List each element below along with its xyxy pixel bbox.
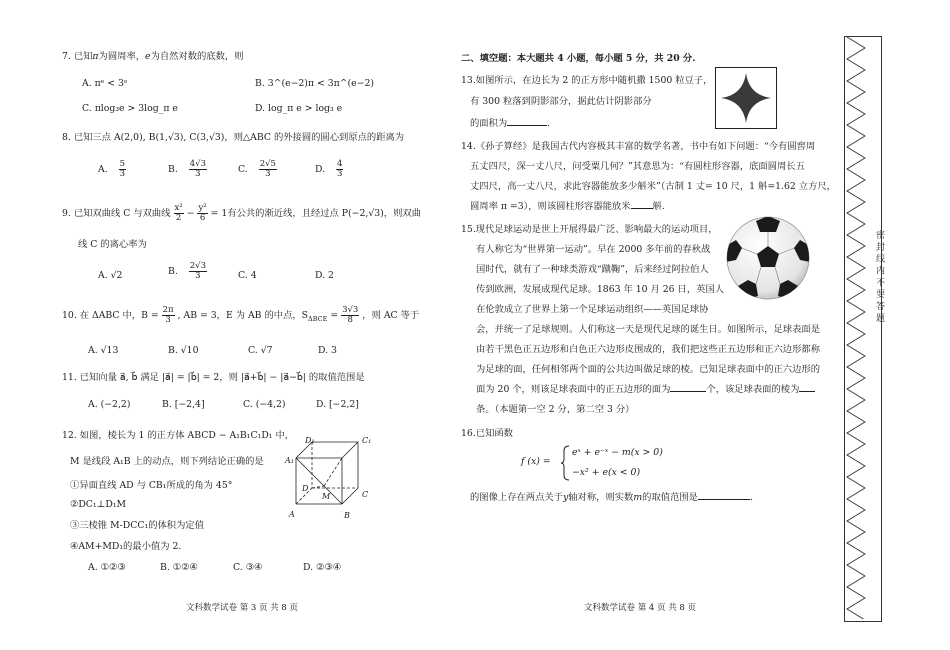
q11-option-c: C. (−4,2) xyxy=(243,399,286,410)
q10-option-d: D. 3 xyxy=(318,345,337,356)
q7-option-a: A. πᵉ < 3ᵉ xyxy=(82,78,128,89)
q11-stem: 11. 已知向量 a⃗, b⃗ 满足 |a⃗| = |b⃗| = 2，则 |a⃗+b⃗| − |a⃗−b⃗| 的取值范围是 xyxy=(62,372,365,383)
q8-option-c: C. $\frac{2√5}{3}$ xyxy=(238,159,276,179)
left-footer: 文科数学试卷 第 3 页 共 8 页 xyxy=(186,603,299,613)
cube-label-a: A xyxy=(289,510,295,519)
cube-label-m: M xyxy=(322,492,331,501)
q10-stem: 10. 在 ΔABC 中，B = $\frac{2\pi}{3}$ , AB = 3，E 为 AB 的中点，$S_{\Delta BCE}$ = $\frac{3√3}{8}$ ，则 AC 等于 xyxy=(62,305,420,325)
q16-fx-label: f (x) = xyxy=(521,456,551,467)
q8-option-b: B. $\frac{4√3}{3}$ xyxy=(168,159,206,179)
q13-square-figure xyxy=(715,67,777,129)
q12-stem: 12. 如图，棱长为 1 的正方体 ABCD − A₁B₁C₁D₁ 中， xyxy=(62,430,295,441)
soccer-ball-figure xyxy=(724,214,812,302)
q7-stem: 7. 已知π为圆周率，e为自然对数的底数，则 xyxy=(62,51,244,62)
q15-line-2: 有人称它为“世界第一运动”。早在 2000 多年前的春秋战 xyxy=(476,244,711,255)
cube-label-d1: D₁ xyxy=(305,436,315,445)
q15-line-8: 为足球的面，任何相邻两个面的公共边叫做足球的棱。已知足球表面中的正六边形的 xyxy=(476,364,820,375)
q9-stem: 9. 已知双曲线 C 与双曲线 $\frac{\text{x²}}{2}$ − $\frac{\text{y²}}{6}$ = 1有公共的渐近线，且经过点 P(−2,√3)，则双曲 xyxy=(62,203,421,223)
right-footer: 文科数学试卷 第 4 页 共 8 页 xyxy=(584,603,697,613)
q12-item-1: ①异面直线 AD 与 CB₁所成的角为 45° xyxy=(70,480,233,491)
q9-option-a: A. √2 xyxy=(98,270,123,281)
q11-option-a: A. (−2,2) xyxy=(88,399,131,410)
binding-zigzag xyxy=(845,37,869,619)
q9-stem-cont: 线 C 的离心率为 xyxy=(78,239,147,250)
q16-stem: 16.已知函数 xyxy=(461,428,513,439)
q16-case-2: −x² + e(x < 0) xyxy=(572,467,641,478)
q9-option-c: C. 4 xyxy=(238,270,257,281)
q15-line-6: 会，并统一了足球规则。人们称这一天是现代足球的诞生日。如图所示，足球表面是 xyxy=(476,324,820,335)
q15-line-4: 传到欧洲，发展成现代足球。1863 年 10 月 26 日，英国人 xyxy=(476,284,725,295)
q9-option-d: D. 2 xyxy=(315,270,334,281)
piecewise-brace xyxy=(560,445,570,481)
q13-line-1: 13.如图所示，在边长为 2 的正方形中随机撒 1500 粒豆子， xyxy=(461,75,713,86)
q12-option-b: B. ①②④ xyxy=(160,562,198,573)
cube-label-a1: A₁ xyxy=(285,456,294,465)
q8-option-a: A. $\frac{5}{3}$ xyxy=(98,159,126,179)
q13-line-2: 有 300 粒落到阴影部分，据此估计阴影部分 xyxy=(470,96,652,107)
section-title: 二、填空题：本大题共 4 小题，每小题 5 分，共 20 分. xyxy=(461,53,696,64)
q10-option-c: C. √7 xyxy=(248,345,273,356)
q15-line-3: 国时代，就有了一种球类游戏“蹴鞠”，后来经过阿拉伯人 xyxy=(476,264,709,275)
q9-option-b: B. $\frac{2√3}{3}$ xyxy=(168,261,206,281)
q7-option-c: C. πlog₃e > 3log_π e xyxy=(82,103,178,114)
q14-line-4: 圆周率 π =3），则该圆柱形容器能放米 斛. xyxy=(470,201,665,212)
q11-option-d: D. [−2,2] xyxy=(316,399,359,410)
q7-option-b: B. 3^(e−2)π < 3π^(e−2) xyxy=(255,78,374,89)
q12-item-4: ④AM+MD₁的最小值为 2. xyxy=(70,541,182,552)
q15-line-5: 在伦敦成立了世界上第一个足球运动组织——英国足球协 xyxy=(476,304,709,315)
q10-option-a: A. √13 xyxy=(88,345,119,356)
q12-option-c: C. ③④ xyxy=(233,562,263,573)
cube-label-c1: C₁ xyxy=(362,436,372,445)
q15-line-9: 面为 20 个，则该足球表面中的正五边形的面为 个，该足球表面的棱为 xyxy=(476,383,815,396)
cube-label-b: B xyxy=(344,511,350,520)
q10-option-b: B. √10 xyxy=(168,345,199,356)
q14-line-2: 五丈四尺，深一丈八尺，问受粟几何？”其意思为：“有圆柱形容器，底面圆周长五 xyxy=(470,161,805,172)
q11-option-b: B. [−2,4] xyxy=(162,399,205,410)
q16-tail: 的图像上存在两点关于y轴对称，则实数m的取值范围是 . xyxy=(470,492,753,503)
q12-option-d: D. ②③④ xyxy=(303,562,342,573)
q12-stem-cont: M 是线段 A₁B 上的动点，则下列结论正确的是 xyxy=(70,456,264,467)
q15-line-10: 条。（本题第一空 2 分，第二空 3 分） xyxy=(476,404,635,415)
q13-line-3: 的面积为 . xyxy=(470,118,551,129)
q15-line-7: 由若干黑色正五边形和白色正六边形皮围成的，我们把这些正五边形和正六边形都称 xyxy=(476,344,820,355)
binding-notice: 密 封 线 内 不 要 答 题 xyxy=(874,230,884,323)
q8-stem: 8. 已知三点 A(2,0), B(1,√3), C(3,√3)，则△ABC 的外接圆的圆心到原点的距离为 xyxy=(62,132,405,143)
q7-option-d: D. log_π e > log₃ e xyxy=(255,103,343,114)
cube-label-d: D xyxy=(302,484,309,493)
q12-item-2: ②DC₁⊥D₁M xyxy=(70,499,127,510)
q14-line-3: 丈四尺，高一丈八尺，求此容器能放多少斛米”（古制 1 丈= 10 尺，1 斛=1.62 立方尺， xyxy=(470,181,836,192)
q12-option-a: A. ①②③ xyxy=(88,562,126,573)
q15-line-1: 15.现代足球运动是世上开展得最广泛、影响最大的运动项目， xyxy=(461,224,718,235)
cube-label-c: C xyxy=(362,490,369,499)
q16-case-1: eˣ + e⁻ˣ − m(x > 0) xyxy=(572,447,663,458)
q8-option-d: D. $\frac{4}{3}$ xyxy=(315,159,343,179)
q12-item-3: ③三棱锥 M-DCC₁的体积为定值 xyxy=(70,520,204,531)
q14-line-1: 14.《孙子算经》是我国古代内容极其丰富的数学名著，书中有如下问题：“今有圆窖周 xyxy=(461,141,816,152)
